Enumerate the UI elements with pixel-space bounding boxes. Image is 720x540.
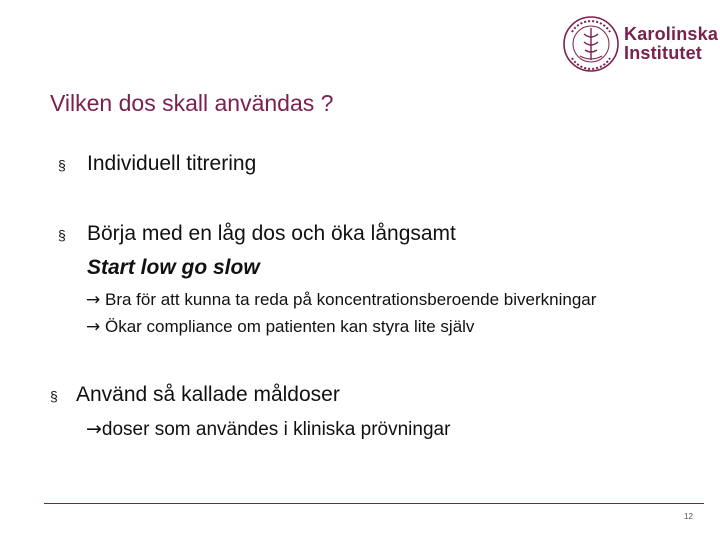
bullet-text: Börja med en låg dos och öka långsamt [87, 222, 456, 245]
bullet-icon: § [58, 157, 66, 173]
page-number: 12 [684, 512, 693, 521]
sub-item-text: Bra för att kunna ta reda på koncentrationsberoende biverkningar [104, 290, 597, 309]
emphasis-text: Start low go slow [87, 256, 260, 279]
sub-item [86, 290, 596, 310]
sub-item-text: doser som användes i kliniska prövningar [101, 419, 451, 440]
bullet-icon: § [50, 388, 58, 404]
bullet-text: Använd så kallade måldoser [76, 383, 340, 406]
slide-title: Vilken dos skall användas ? [50, 90, 334, 116]
sub-item-text: Ökar compliance om patienten kan styra lite själv [104, 317, 475, 336]
footer-divider [44, 503, 704, 504]
bullet-icon: § [58, 227, 66, 243]
arrow-right-icon: → [86, 290, 101, 310]
arrow-right-icon: → [86, 317, 101, 337]
sub-item [86, 418, 450, 441]
karolinska-seal-icon [562, 12, 620, 76]
karolinska-logo [562, 12, 718, 76]
bullet-text: Individuell titrering [87, 152, 257, 175]
arrow-right-icon: → [86, 418, 102, 440]
logo-line-1: Karolinska [624, 24, 719, 44]
sub-item [86, 317, 474, 337]
logo-line-2: Institutet [624, 43, 702, 63]
